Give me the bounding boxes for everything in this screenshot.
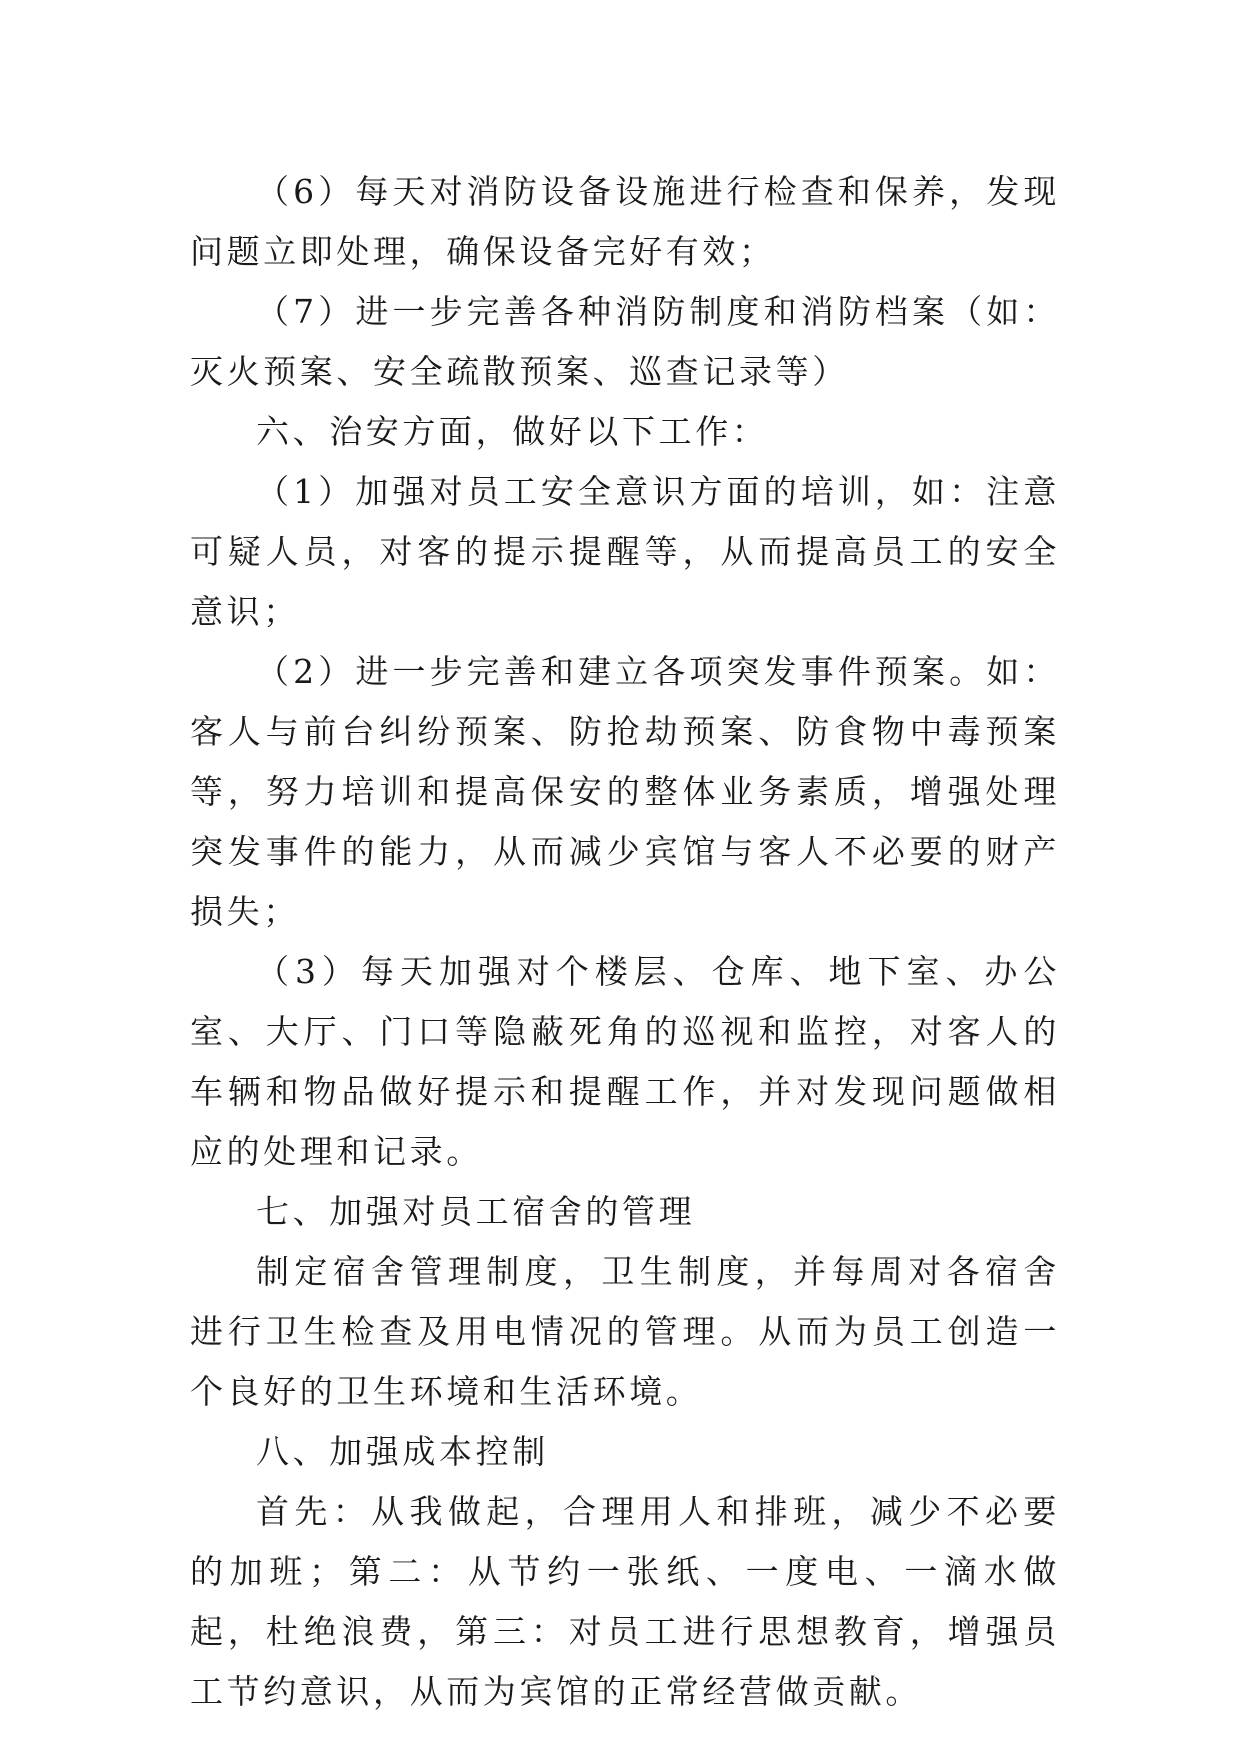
heading-cost-control: 八、加强成本控制 bbox=[256, 1432, 549, 1471]
document-body bbox=[190, 162, 1060, 1722]
paragraph-cost-measures: 首先：从我做起，合理用人和排班，减少不必要的加班；第二：从节约一张纸、一度电、一滴水做起，杜绝浪费，第三：对员工进行思想教育，增强员工节约意识，从而为宾馆的正常经营做贡献。 bbox=[190, 1492, 1060, 1711]
paragraph-fire-system-archive: （7）进一步完善各种消防制度和消防档案（如：灭火预案、安全疏散预案、巡查记录等） bbox=[190, 292, 1060, 391]
heading-dormitory-management: 七、加强对员工宿舍的管理 bbox=[256, 1192, 696, 1231]
paragraph-staff-safety-training: （1）加强对员工安全意识方面的培训，如：注意可疑人员，对客的提示提醒等，从而提高员工的安全意识； bbox=[190, 472, 1060, 631]
paragraph-emergency-plans: （2）进一步完善和建立各项突发事件预案。如：客人与前台纠纷预案、防抢劫预案、防食物中毒预案等，努力培训和提高保安的整体业务素质，增强处理突发事件的能力，从而减少宾馆与客人不必要的财产损失； bbox=[190, 652, 1060, 931]
paragraph-patrol-monitoring: （3）每天加强对个楼层、仓库、地下室、办公室、大厅、门口等隐蔽死角的巡视和监控，对客人的车辆和物品做好提示和提醒工作，并对发现问题做相应的处理和记录。 bbox=[190, 952, 1060, 1171]
paragraph-dormitory-rules: 制定宿舍管理制度，卫生制度，并每周对各宿舍进行卫生检查及用电情况的管理。从而为员工创造一个良好的卫生环境和生活环境。 bbox=[190, 1252, 1060, 1411]
heading-public-security: 六、治安方面，做好以下工作： bbox=[256, 412, 769, 451]
paragraph-fire-equipment-check: （6）每天对消防设备设施进行检查和保养，发现问题立即处理，确保设备完好有效； bbox=[190, 172, 1060, 271]
